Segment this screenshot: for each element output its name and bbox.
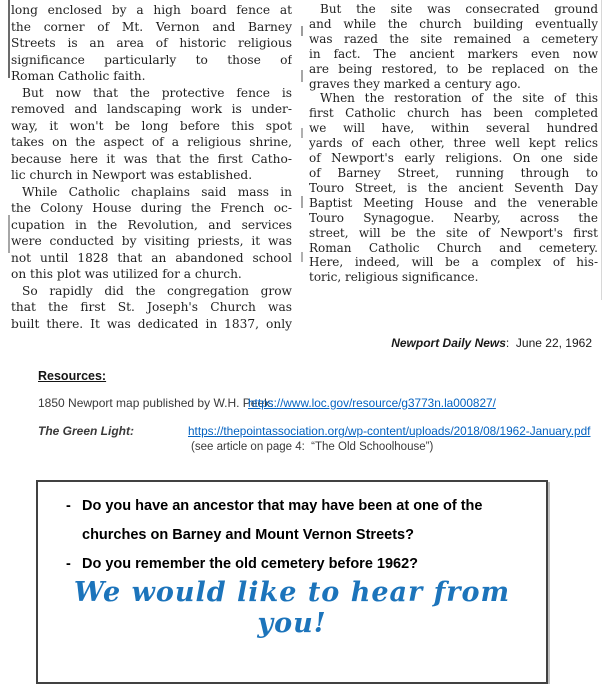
article-line: are being restored, to be replaced on the: [309, 61, 598, 76]
callout-question: - Do you remember the old cemetery before 1962?: [66, 550, 548, 579]
article-line: yards of each other, three well kept relics: [309, 136, 598, 151]
article-line: But now that the protective fence is: [22, 85, 292, 100]
resource-greenlight-label: The Green Light:: [38, 424, 134, 438]
attribution-date: : June 22, 1962: [505, 336, 592, 350]
resource-greenlight-link[interactable]: https://thepointassociation.org/wp-content/uploads/2018/08/1962-January.pdf: [188, 424, 591, 438]
article-line: were conducted by visiting priests, it was: [11, 234, 292, 248]
article-line: Baptist Meeting House and the venerable: [309, 195, 598, 210]
scan-edge-artifact: [601, 0, 602, 300]
article-line: cupation in the Revolution, and services: [11, 217, 292, 232]
article-line: long enclosed by a high board fence at: [11, 3, 292, 17]
resource-map-link-wrap: [248, 396, 496, 410]
column-rule-artifact: [301, 252, 303, 262]
article-line: way, it won't be long before this spot: [11, 118, 292, 133]
article-line: While Catholic chaplains said mass in: [22, 184, 292, 199]
callout-question: - Do you have an ancestor that may have been at one of the churches on Barney and Mount Vernon Streets?: [66, 492, 548, 550]
article-line: But the site was consecrated ground: [320, 2, 598, 16]
callout-closing-script: We would like to hear from you!: [73, 577, 511, 640]
article-line: first Catholic church has been completed: [309, 106, 598, 121]
article-line: that the first St. Joseph's Church was: [11, 300, 292, 314]
article-column-left: [11, 2, 292, 332]
article-line: we will have, within several hundred: [309, 121, 598, 136]
column-rule-artifact: [301, 70, 303, 82]
resource-map-label: 1850 Newport map published by W.H. Peek:: [38, 396, 274, 410]
column-rule-artifact: [301, 26, 303, 36]
article-line: lic church in Newport was established.: [11, 168, 253, 182]
article-line: Streets is an area of historic religious: [11, 36, 292, 50]
article-column-right: [309, 2, 598, 285]
scan-edge-artifact: [8, 215, 10, 253]
callout-question-list: [38, 492, 548, 579]
resources-heading: Resources:: [38, 369, 107, 383]
article-line: removed and landscaping work is under-: [11, 102, 292, 116]
article-line: significance particularly to those of: [11, 52, 292, 67]
article-line: not until 1828 that an abandoned school: [11, 250, 292, 265]
article-line: street, will be the site of Newport's first: [309, 225, 598, 240]
article-line: So rapidly did the congregation grow: [22, 283, 292, 298]
article-line: on this plot was utilized for a church.: [11, 267, 242, 281]
article-line: Roman Catholic faith.: [11, 69, 146, 83]
article-line: in fact. The ancient markers even now: [309, 46, 598, 61]
article-line: Touro Synagogue. Nearby, across the: [309, 210, 598, 225]
callout-box: [36, 480, 548, 684]
article-line: Roman Catholic Church and cemetery.: [309, 240, 598, 255]
scan-edge-artifact: [8, 0, 10, 78]
article-line: of Newport's early religions. On one side: [309, 151, 598, 166]
resource-map-link[interactable]: https://www.loc.gov/resource/g3773n.la000827/: [248, 396, 496, 410]
article-line: was razed the site remained a cemetery: [309, 31, 598, 46]
article-line: and while the church building eventually: [309, 16, 598, 31]
column-rule-artifact: [301, 196, 303, 208]
column-rule-artifact: [301, 128, 303, 138]
resource-greenlight-link-wrap: [188, 424, 590, 438]
article-line: because here it was that the first Catho-: [11, 151, 292, 166]
attribution-source: Newport Daily News: [391, 336, 506, 350]
article-line: the Colony House during the French oc-: [11, 201, 292, 215]
article-line: graves they marked a century ago.: [309, 76, 521, 91]
article-line: toric, religious significance.: [309, 270, 479, 285]
article-line: When the restoration of the site of this: [320, 91, 598, 106]
article-line: Here, indeed, will be a complex of his-: [309, 255, 598, 270]
article-line: of Barney Street, running through to: [309, 165, 598, 180]
article-line: takes on the aspect of a religious shrine,: [11, 135, 292, 149]
resource-greenlight-note: (see article on page 4: “The Old Schoolhouse”): [191, 441, 434, 453]
article-line: Touro Street, is the ancient Seventh Day: [309, 180, 598, 195]
article-line: the corner of Mt. Vernon and Barney: [11, 19, 292, 34]
article-line: built there. It was dedicated in 1837, only: [11, 316, 292, 331]
article-attribution: [391, 336, 592, 350]
